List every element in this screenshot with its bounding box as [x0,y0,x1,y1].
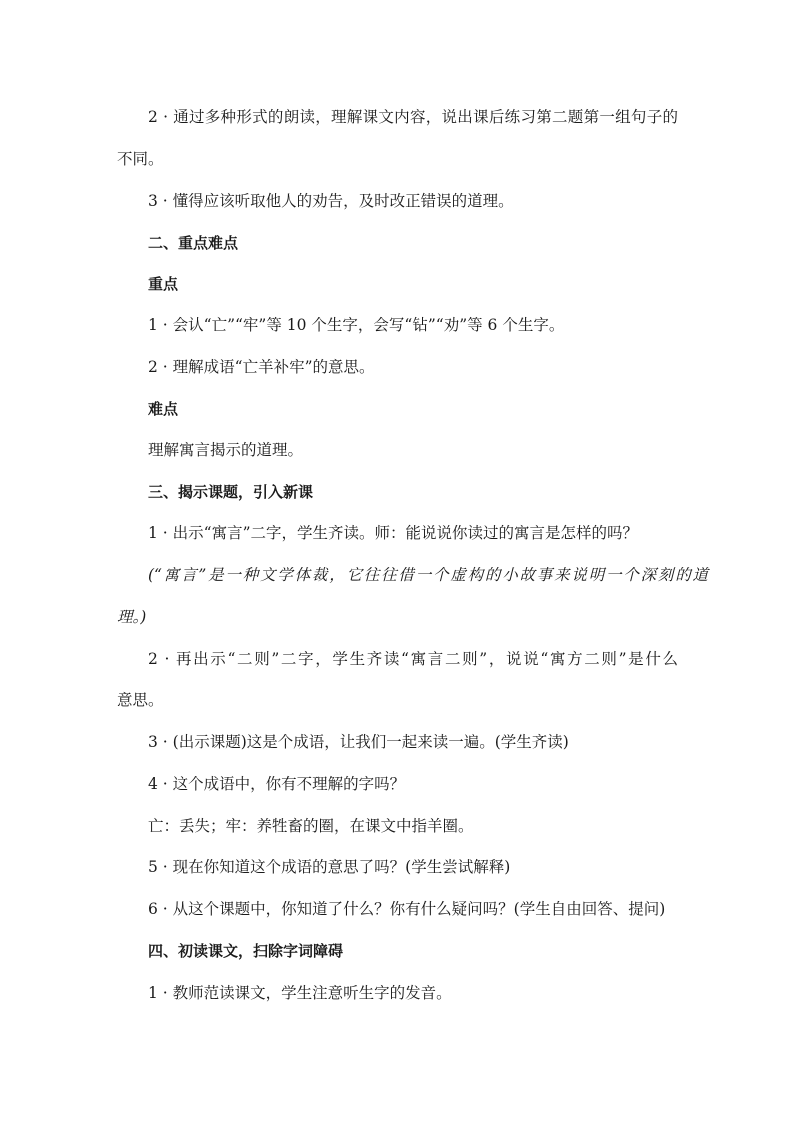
section-heading-key-points: 二、重点难点 [148,234,239,252]
intro-item-3: 3 · (出示课题)这是个成语，让我们一起来读一遍。(学生齐读) [148,733,569,751]
intro-item-5: 5 · 现在你知道这个成语的意思了吗？(学生尝试解释) [148,858,511,876]
intro-item-4: 4 · 这个成语中，你有不理解的字吗？ [148,775,406,793]
key-item-2: 2 · 理解成语“亡羊补牢”的意思。 [148,358,375,376]
subheading-key: 重点 [148,275,179,293]
objective-2-line-2: 不同。 [117,150,164,168]
intro-item-2-line-2: 意思。 [117,691,164,709]
difficulty-text: 理解寓言揭示的道理。 [148,441,304,459]
key-item-1: 1 · 会认“亡”“牢”等 10 个生字，会写“钻”“劝”等 6 个生字。 [148,316,565,334]
intro-item-6: 6 · 从这个课题中，你知道了什么？你有什么疑问吗？(学生自由回答、提问) [148,900,666,918]
intro-item-2-line-1: 2 · 再出示“二则”二字，学生齐读“寓言二则”，说说“寓方二则”是什么 [148,650,678,668]
intro-note-line-2: 理。) [117,608,147,626]
section-heading-intro: 三、揭示课题，引入新课 [148,483,314,501]
intro-note-line-1: (“寓言”是一种文学体裁，它往往借一个虚构的小故事来说明一个深刻的道 [148,566,708,584]
intro-item-1: 1 · 出示“寓言”二字，学生齐读。师：能说说你读过的寓言是怎样的吗？ [148,524,638,542]
objective-3: 3 · 懂得应该听取他人的劝告，及时改正错误的道理。 [148,192,514,210]
section-heading-first-reading: 四、初读课文，扫除字词障碍 [148,942,344,960]
reading-item-1: 1 · 教师范读课文，学生注意听生字的发音。 [148,984,452,1002]
intro-gloss: 亡：丢失；牢：养牲畜的圈，在课文中指羊圈。 [148,817,474,835]
subheading-difficulty: 难点 [148,400,179,418]
objective-2-line-1: 2 · 通过多种形式的朗读，理解课文内容，说出课后练习第二题第一组句子的 [148,108,678,126]
